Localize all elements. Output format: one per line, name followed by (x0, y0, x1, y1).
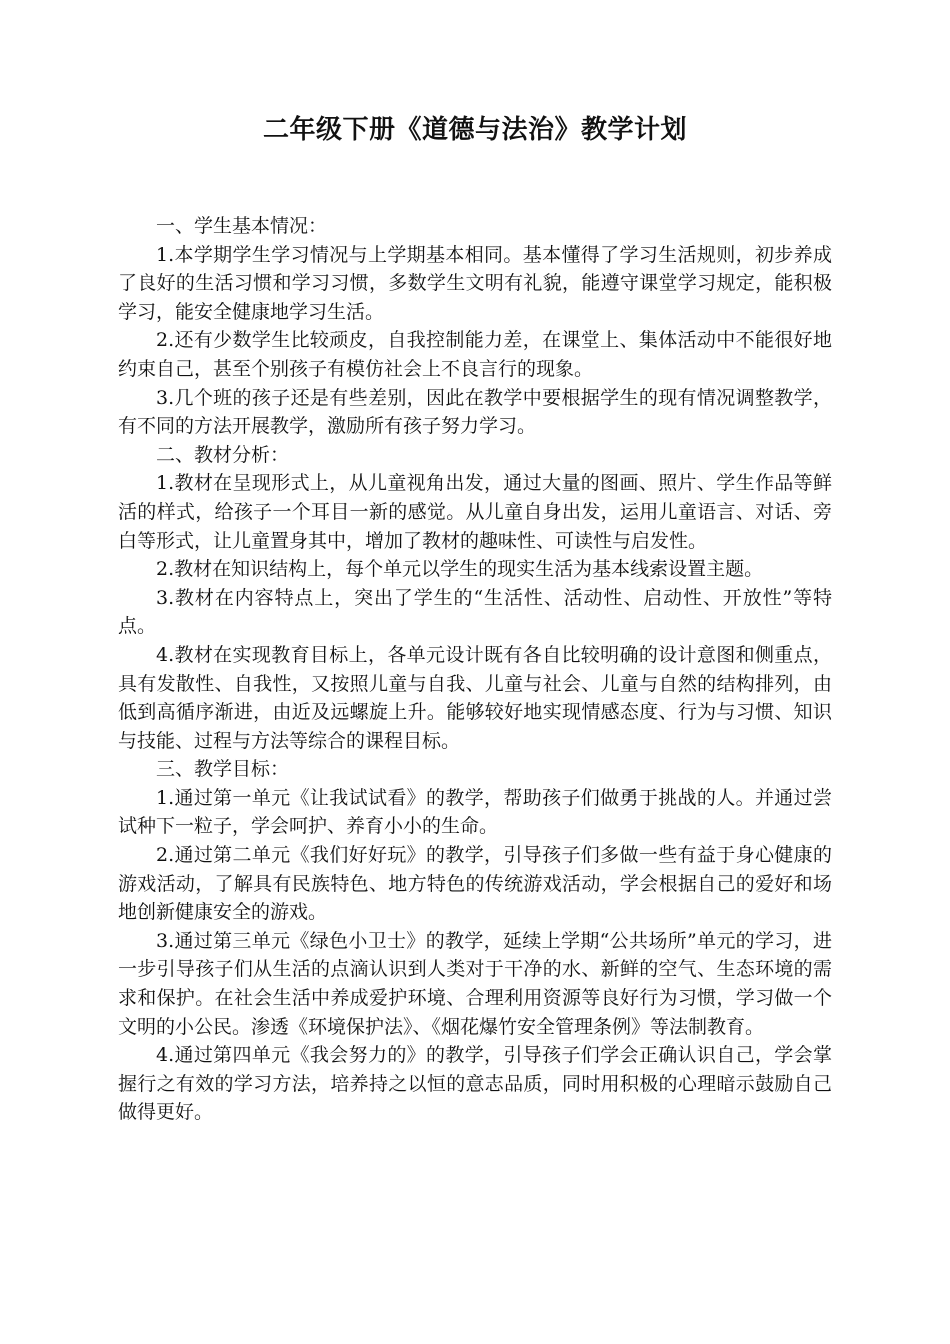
paragraph: 1.教材在呈现形式上，从儿童视角出发，通过大量的图画、照片、学生作品等鲜活的样式，给孩子一个耳目一新的感觉。从儿童自身出发，运用儿童语言、对话、旁白等形式，让儿童置身其中，增加了教材的趣味性、可读性与启发性。 (118, 472, 832, 552)
paragraph: 1.本学期学生学习情况与上学期基本相同。基本懂得了学习生活规则，初步养成了良好的生活习惯和学习习惯，多数学生文明有礼貌，能遵守课堂学习规定，能积极学习，能安全健康地学习生活。 (118, 243, 832, 323)
section-heading-teaching-goals: 三、教学目标： (156, 758, 290, 781)
document-body (118, 212, 832, 1127)
document-title: 二年级下册《道德与法治》教学计划 (262, 115, 687, 145)
paragraph: 4.教材在实现教育目标上，各单元设计既有各自比较明确的设计意图和侧重点，具有发散性、自我性，又按照儿童与自我、儿童与社会、儿童与自然的结构排列，由低到高循序渐进，由近及远螺旋上升。能够较好地实现情感态度、行为与习惯、知识与技能、过程与方法等综合的课程目标。 (118, 643, 832, 752)
paragraph: 1.通过第一单元《让我试试看》的教学，帮助孩子们做勇于挑战的人。并通过尝试种下一粒子，学会呵护、养育小小的生命。 (118, 786, 832, 838)
paragraph: 2.教材在知识结构上，每个单元以学生的现实生活为基本线索设置主题。 (156, 558, 764, 581)
paragraph: 3.教材在内容特点上，突出了学生的“生活性、活动性、启动性、开放性”等特点。 (118, 586, 832, 638)
paragraph: 3.通过第三单元《绿色小卫士》的教学，延续上学期“公共场所”单元的学习，进一步引导孩子们从生活的点滴认识到人类对于干净的水、新鲜的空气、生态环境的需求和保护。在社会生活中养成爱护环境、合理利用资源等良好行为习惯，学习做一个文明的小公民。渗透《环境保护法》、《烟花爆竹安全管理条例》等法制教育。 (118, 929, 832, 1038)
paragraph: 2.通过第二单元《我们好好玩》的教学，引导孩子们多做一些有益于身心健康的游戏活动，了解具有民族特色、地方特色的传统游戏活动，学会根据自己的爱好和场地创新健康安全的游戏。 (118, 844, 832, 924)
paragraph: 4.通过第四单元《我会努力的》的教学，引导孩子们学会正确认识自己，学会掌握行之有效的学习方法，培养持之以恒的意志品质，同时用积极的心理暗示鼓励自己做得更好。 (118, 1044, 832, 1124)
paragraph: 2.还有少数学生比较顽皮，自我控制能力差，在课堂上、集体活动中不能很好地约束自己，甚至个别孩子有模仿社会上不良言行的现象。 (118, 329, 832, 380)
section-heading-student-situation: 一、学生基本情况： (156, 215, 328, 237)
paragraph: 3.几个班的孩子还是有些差别，因此在教学中要根据学生的现有情况调整教学，有不同的方法开展教学，激励所有孩子努力学习。 (118, 386, 832, 438)
section-heading-textbook-analysis: 二、教材分析： (156, 443, 290, 466)
